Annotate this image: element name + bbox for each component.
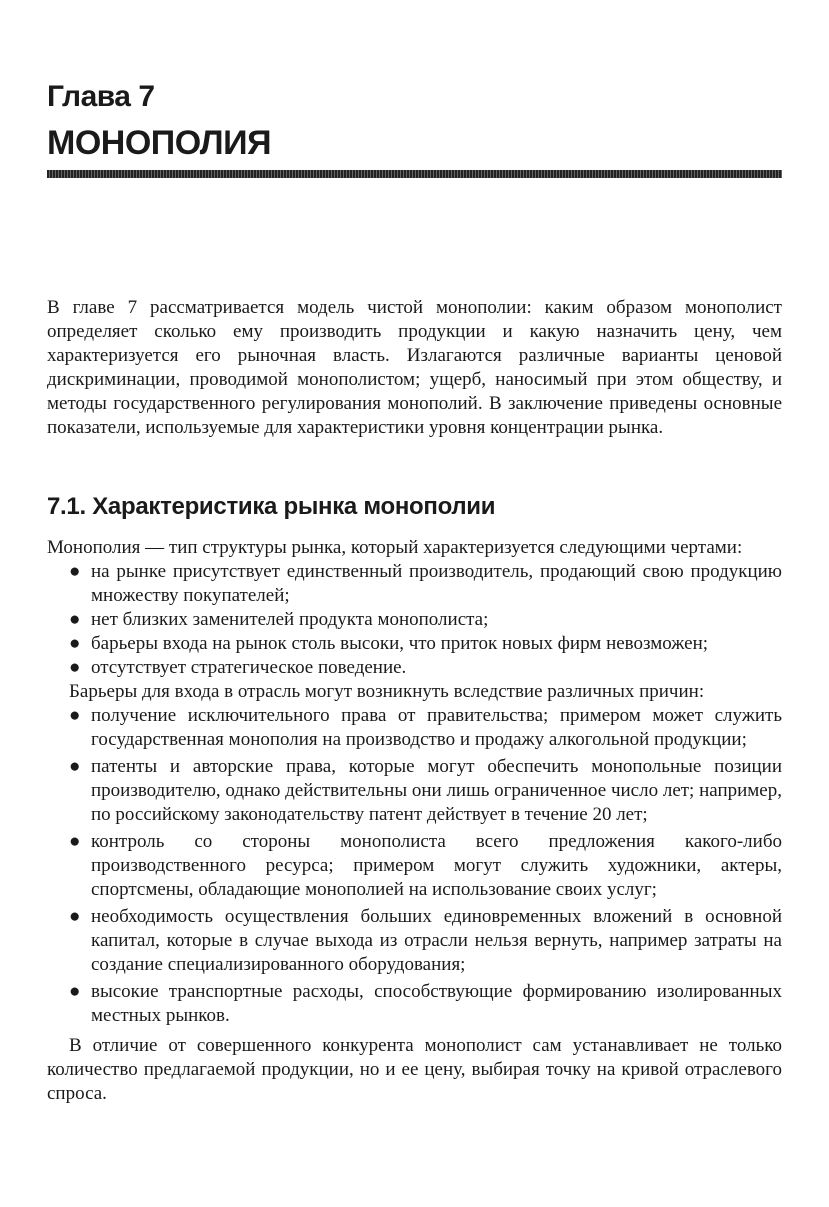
- list-item: [47, 560, 782, 608]
- barriers-list: [47, 704, 782, 1028]
- bullet-icon: ●: [69, 906, 81, 927]
- list-item-text: получение исключительного права от правительства; примером может служить государственная монополия на производство и продажу алкогольной продукции;: [91, 705, 782, 750]
- section-heading: 7.1. Характеристика рынка монополии: [47, 493, 496, 520]
- chapter-title: МОНОПОЛИЯ: [47, 124, 272, 162]
- list-item: [47, 632, 782, 656]
- features-list: [47, 560, 782, 680]
- list-item: [47, 704, 782, 752]
- chapter-divider: [47, 170, 782, 178]
- list-item: [47, 905, 782, 977]
- bullet-icon: ●: [69, 657, 81, 678]
- list-item: [47, 980, 782, 1028]
- list-item-text: высокие транспортные расходы, способствующие формированию изолированных местных рынков.: [91, 981, 782, 1026]
- bullet-icon: ●: [69, 831, 81, 852]
- definition-paragraph: Монополия — тип структуры рынка, который характеризуется следующими чертами:: [47, 537, 743, 558]
- list-item-text: нет близких заменителей продукта монополиста;: [91, 609, 489, 630]
- bullet-icon: ●: [69, 609, 81, 630]
- bullet-icon: ●: [69, 981, 81, 1002]
- chapter-label: Глава 7: [47, 80, 155, 113]
- list-item: [47, 830, 782, 902]
- list-item-text: патенты и авторские права, которые могут обеспечить монопольные позиции производителю, однако действительны они лишь ограниченное число лет; например, по российскому законодательству патент действует в течение 20 лет;: [91, 756, 782, 825]
- chapter-intro: В главе 7 рассматривается модель чистой монополии: каким образом монополист определяет сколько ему производить продукции и какую назначить цену, чем характеризуется его рыночная власть. Излагаются различные варианты ценовой дискриминации, проводимой монополистом; ущерб, наносимый при этом обществу, и методы государственного регулирования монополий. В заключение приведены основные показатели, используемые для характеристики уровня концентрации рынка.: [47, 297, 782, 438]
- bullet-icon: ●: [69, 756, 81, 777]
- list-item-text: отсутствует стратегическое поведение.: [91, 657, 407, 678]
- bullet-icon: ●: [69, 561, 81, 582]
- conclusion-paragraph: В отличие от совершенного конкурента монополист сам устанавливает не только количество предлагаемой продукции, но и ее цену, выбирая точку на кривой отраслевого спроса.: [47, 1035, 782, 1104]
- bullet-icon: ●: [69, 705, 81, 726]
- list-item-text: контроль со стороны монополиста всего предложения какого-либо производственного ресурса; примером могут служить художники, актеры, спортсмены, обладающие монополией на использование своих услуг;: [91, 831, 782, 900]
- barriers-intro-paragraph: Барьеры для входа в отрасль могут возникнуть вследствие различных причин:: [69, 681, 705, 702]
- list-item-text: барьеры входа на рынок столь высоки, что приток новых фирм невозможен;: [91, 633, 709, 654]
- list-item: [47, 608, 782, 632]
- list-item-text: на рынке присутствует единственный производитель, продающий свою продукцию множеству покупателей;: [91, 561, 782, 606]
- list-item: [47, 656, 782, 680]
- section-body: [47, 536, 782, 1106]
- list-item: [47, 755, 782, 827]
- bullet-icon: ●: [69, 633, 81, 654]
- list-item-text: необходимость осуществления больших единовременных вложений в основной капитал, которые в случае выхода из отрасли нельзя вернуть, например затраты на создание специализированного оборудования;: [91, 906, 782, 975]
